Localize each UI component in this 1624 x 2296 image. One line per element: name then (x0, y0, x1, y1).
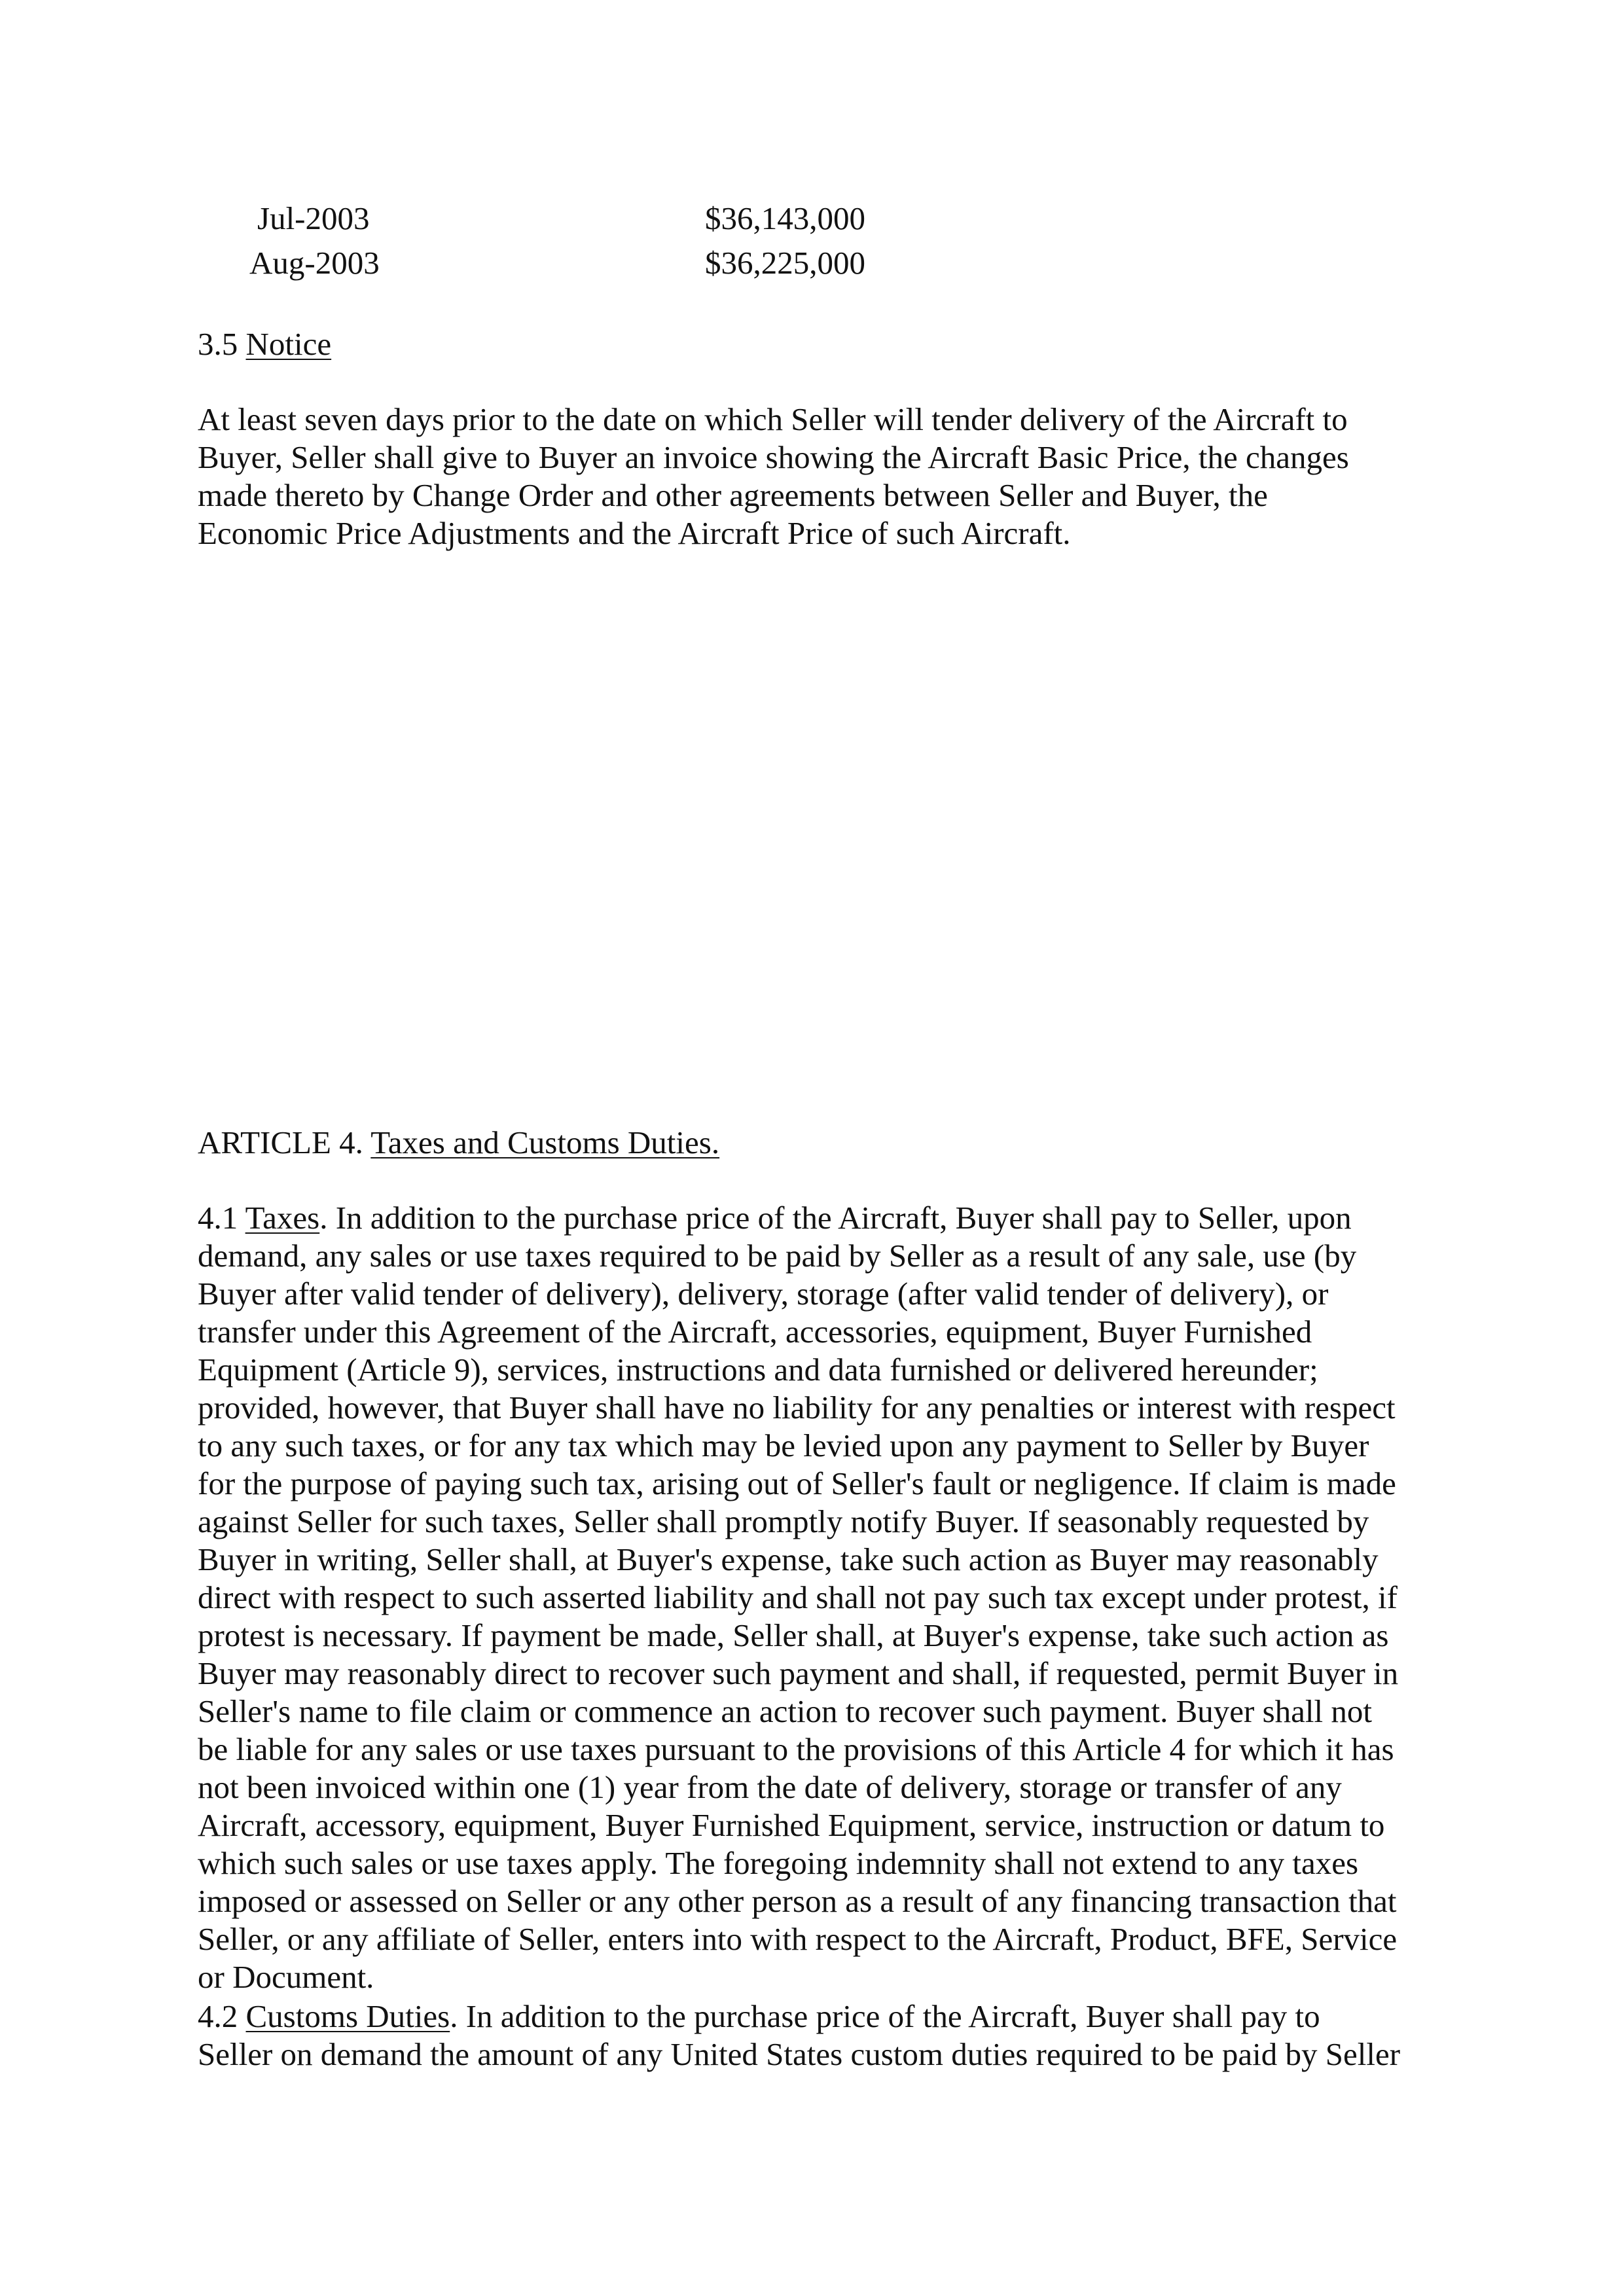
price-table-row (0, 200, 1624, 238)
paragraph-text: . In addition to the purchase price of the Aircraft, Buyer shall pay to Seller, upon (319, 1200, 1352, 1236)
section-3-5-heading (198, 325, 1441, 363)
paragraph-first-line (198, 1998, 1441, 2036)
paragraph-text: . In addition to the purchase price of the Aircraft, Buyer shall pay to (450, 1998, 1320, 2034)
paragraph-line: made thereto by Change Order and other agreements between Seller and Buyer, the (198, 477, 1268, 513)
section-4-1-body (198, 1199, 1441, 1996)
article-title: Taxes and Customs Duties. (370, 1124, 720, 1160)
section-number: 4.1 (198, 1200, 238, 1236)
paragraph-line: Economic Price Adjustments and the Aircraft Price of such Aircraft. (198, 515, 1071, 551)
section-number: 4.2 (198, 1998, 238, 2034)
paragraph-line: Buyer after valid tender of delivery), delivery, storage (after valid tender of delivery), or (198, 1276, 1329, 1312)
paragraph-line: Buyer, Seller shall give to Buyer an invoice showing the Aircraft Basic Price, the changes (198, 439, 1349, 475)
paragraph-line: At least seven days prior to the date on which Seller will tender delivery of the Aircraft to (198, 401, 1348, 437)
paragraph-line: Equipment (Article 9), services, instructions and data furnished or delivered hereunder; (198, 1352, 1318, 1388)
price-table-price: $36,225,000 (705, 245, 865, 281)
price-table-price: $36,143,000 (705, 200, 865, 236)
section-3-5-body (198, 401, 1441, 552)
article-label: ARTICLE 4. (198, 1124, 363, 1160)
section-title: Taxes (245, 1200, 320, 1236)
section-title: Customs Duties (245, 1998, 450, 2034)
paragraph-line: demand, any sales or use taxes required to be paid by Seller as a result of any sale, use (by (198, 1238, 1357, 1274)
paragraph-line: Aircraft, accessory, equipment, Buyer Furnished Equipment, service, instruction or datum to (198, 1807, 1385, 1843)
section-number: 3.5 (198, 326, 238, 362)
paragraph-line: not been invoiced within one (1) year from the date of delivery, storage or transfer of any (198, 1769, 1342, 1805)
article-4-heading (198, 1124, 1441, 1162)
paragraph-line: to any such taxes, or for any tax which may be levied upon any payment to Seller by Buyer (198, 1427, 1369, 1463)
paragraph-line: Seller on demand the amount of any United States custom duties required to be paid by Seller (198, 2036, 1401, 2072)
paragraph-line: protest is necessary. If payment be made, Seller shall, at Buyer's expense, take such action as (198, 1617, 1389, 1653)
paragraph-line: provided, however, that Buyer shall have no liability for any penalties or interest with respect (198, 1390, 1396, 1426)
paragraph-line: Seller's name to file claim or commence an action to recover such payment. Buyer shall not (198, 1693, 1373, 1729)
price-table-row (0, 244, 1624, 282)
paragraph-line: be liable for any sales or use taxes pursuant to the provisions of this Article 4 for which it has (198, 1731, 1394, 1767)
section-4-2-body (198, 1998, 1441, 2073)
paragraph-line: or Document. (198, 1959, 374, 1995)
paragraph-line: direct with respect to such asserted liability and shall not pay such tax except under protest, if (198, 1579, 1398, 1615)
paragraph-line: Seller, or any affiliate of Seller, enters into with respect to the Aircraft, Product, BFE, Service (198, 1921, 1398, 1957)
paragraph-line: which such sales or use taxes apply. The foregoing indemnity shall not extend to any taxes (198, 1845, 1359, 1881)
section-title: Notice (245, 326, 332, 362)
paragraph-first-line (198, 1199, 1441, 1237)
price-table-month: Aug-2003 (249, 245, 380, 281)
paragraph-line: for the purpose of paying such tax, arising out of Seller's fault or negligence. If claim is made (198, 1465, 1396, 1501)
paragraph-line: Buyer in writing, Seller shall, at Buyer's expense, take such action as Buyer may reasonably (198, 1541, 1379, 1577)
paragraph-line: transfer under this Agreement of the Aircraft, accessories, equipment, Buyer Furnished (198, 1314, 1312, 1350)
paragraph-line: Buyer may reasonably direct to recover such payment and shall, if requested, permit Buyer in (198, 1655, 1399, 1691)
paragraph-line: against Seller for such taxes, Seller shall promptly notify Buyer. If seasonably requested by (198, 1503, 1369, 1539)
price-table-month: Jul-2003 (257, 200, 370, 236)
paragraph-line: imposed or assessed on Seller or any other person as a result of any financing transaction that (198, 1883, 1397, 1919)
